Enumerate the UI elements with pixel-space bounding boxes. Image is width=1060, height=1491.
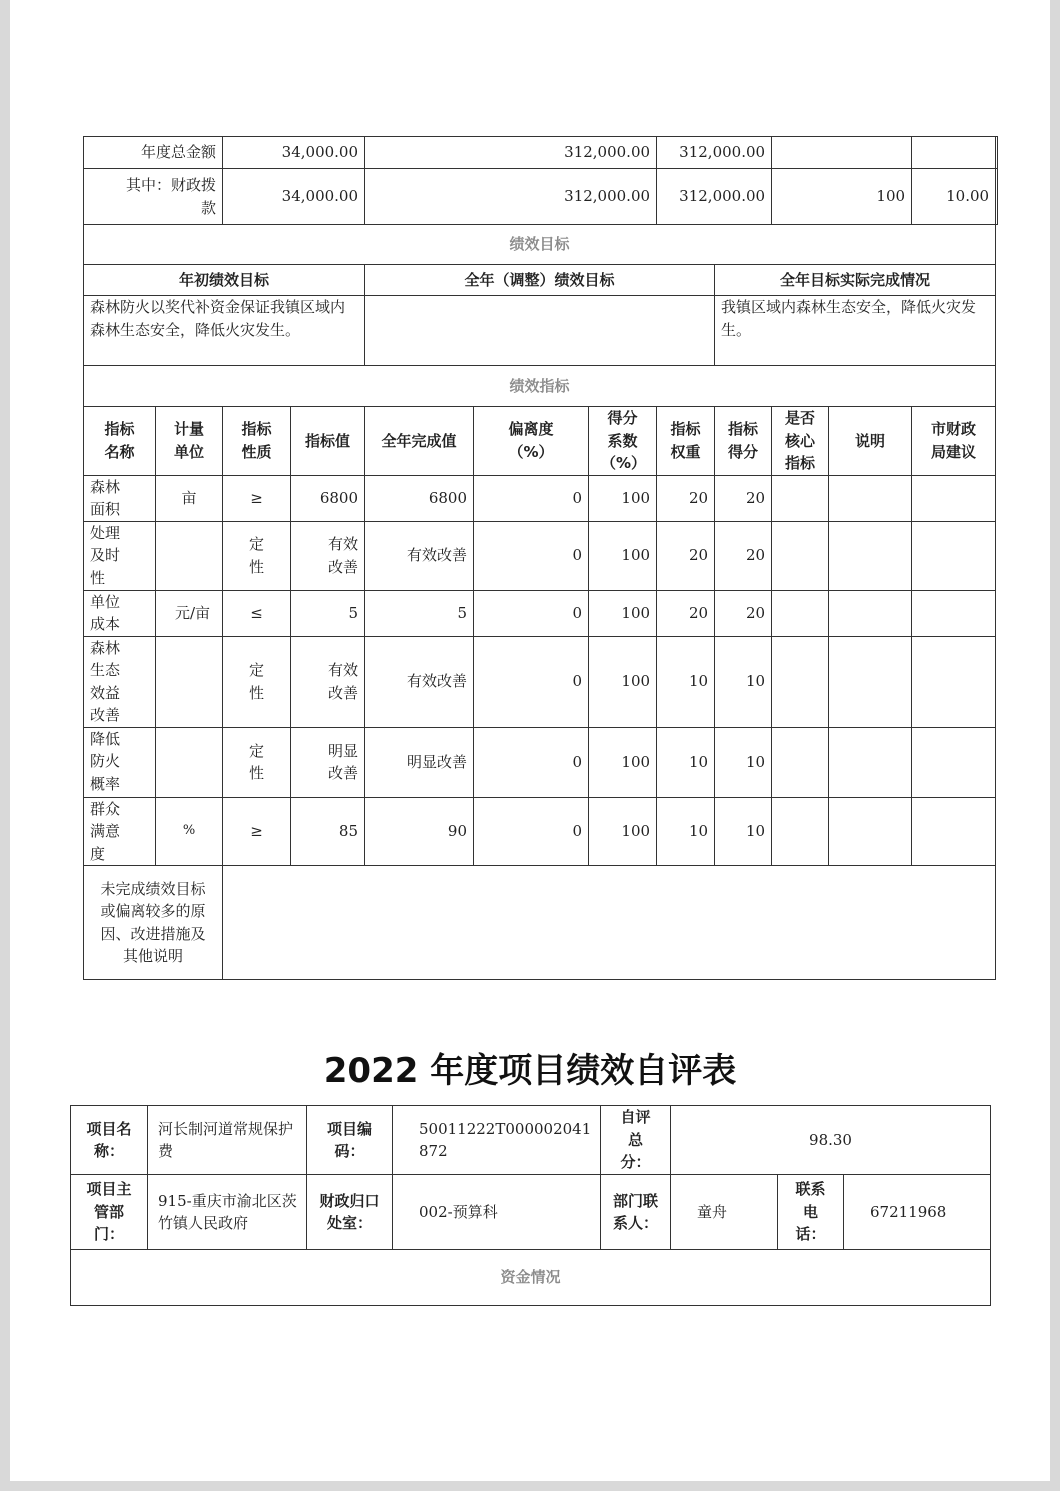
- goals-initial-text: 森林防火以奖代补资金保证我镇区域内森林生态安全，降低火灾发生。: [84, 296, 365, 366]
- funding-value: [996, 169, 998, 225]
- indicator-unit: %: [156, 797, 223, 866]
- indicator-nature: ≥: [223, 797, 291, 866]
- funding-value: 10.00: [912, 169, 996, 225]
- project-name-label: 项目名称：: [71, 1106, 148, 1175]
- indicator-deviation: 0: [474, 636, 589, 727]
- indicator-weight: 10: [657, 727, 715, 797]
- indicator-deviation: 0: [474, 475, 589, 521]
- indicator-name: 单位成本: [84, 590, 156, 636]
- funding-value: [772, 137, 912, 169]
- funding-value: 312,000.00: [657, 169, 772, 225]
- indicator-core: [772, 636, 829, 727]
- self-score-label: 自评总分：: [601, 1106, 671, 1175]
- indicator-advice: [912, 590, 996, 636]
- indicator-name: 降低防火概率: [84, 727, 156, 797]
- indicator-header: 得分系数（%）: [589, 407, 657, 476]
- indicator-deviation: 0: [474, 727, 589, 797]
- indicator-score: 20: [715, 590, 772, 636]
- goals-actual-text: 我镇区域内森林生态安全，降低火灾发生。: [715, 296, 996, 366]
- indicator-name: 群众满意度: [84, 797, 156, 866]
- indicator-actual: 有效改善: [365, 636, 474, 727]
- indicator-note: [829, 727, 912, 797]
- contact: 童舟: [671, 1175, 778, 1250]
- indicator-actual: 6800: [365, 475, 474, 521]
- indicator-note: [829, 636, 912, 727]
- indicator-advice: [912, 727, 996, 797]
- indicator-core: [772, 521, 829, 590]
- phone-label: 联系电话：: [778, 1175, 844, 1250]
- indicators-section-title: 绩效指标: [84, 366, 996, 407]
- indicator-target: 有效改善: [291, 636, 365, 727]
- indicator-target: 5: [291, 590, 365, 636]
- indicator-weight: 20: [657, 590, 715, 636]
- indicator-row: [84, 475, 998, 521]
- indicator-row: [84, 727, 998, 797]
- indicator-actual: 90: [365, 797, 474, 866]
- funding-row-total: [84, 137, 998, 169]
- finance-office: 002-预算科: [393, 1175, 601, 1250]
- indicator-header: 是否核心指标: [772, 407, 829, 476]
- indicator-header: 指标名称: [84, 407, 156, 476]
- indicator-row: [84, 590, 998, 636]
- indicator-advice: [912, 797, 996, 866]
- goals-section-title: 绩效目标: [84, 225, 996, 265]
- contact-label: 部门联系人：: [601, 1175, 671, 1250]
- indicator-deviation: 0: [474, 590, 589, 636]
- indicator-deviation: 0: [474, 521, 589, 590]
- funding-label: 年度总金额: [84, 137, 223, 169]
- funding-label: 其中：财政拨款: [84, 169, 223, 225]
- project-info-table: [70, 1105, 991, 1306]
- indicator-actual: 明显改善: [365, 727, 474, 797]
- goals-header-adjusted: 全年（调整）绩效目标: [365, 265, 715, 296]
- indicator-coef: 100: [589, 797, 657, 866]
- indicator-target: 明显改善: [291, 727, 365, 797]
- indicator-deviation: 0: [474, 797, 589, 866]
- indicator-note: [829, 590, 912, 636]
- reason-label: 未完成绩效目标或偏离较多的原因、改进措施及其他说明: [84, 866, 223, 980]
- indicator-header: 指标权重: [657, 407, 715, 476]
- performance-table: [83, 136, 998, 980]
- indicator-row: [84, 636, 998, 727]
- indicator-name: 处理及时性: [84, 521, 156, 590]
- indicator-note: [829, 475, 912, 521]
- indicator-target: 85: [291, 797, 365, 866]
- funding-value: 312,000.00: [365, 137, 657, 169]
- funding-value: [912, 137, 996, 169]
- funding-value: 100: [772, 169, 912, 225]
- goals-adjusted-text: [365, 296, 715, 366]
- indicator-header: 指标得分: [715, 407, 772, 476]
- indicator-score: 20: [715, 521, 772, 590]
- indicator-header: 说明: [829, 407, 912, 476]
- indicator-weight: 20: [657, 475, 715, 521]
- indicator-nature: ≤: [223, 590, 291, 636]
- indicator-header: 全年完成值: [365, 407, 474, 476]
- indicator-note: [829, 521, 912, 590]
- indicator-name: 森林生态效益改善: [84, 636, 156, 727]
- project-name: 河长制河道常规保护费: [148, 1106, 307, 1175]
- indicator-actual: 有效改善: [365, 521, 474, 590]
- indicator-core: [772, 727, 829, 797]
- dept: 915-重庆市渝北区茨竹镇人民政府: [148, 1175, 307, 1250]
- indicator-unit: 元/亩: [156, 590, 223, 636]
- indicator-weight: 10: [657, 797, 715, 866]
- indicator-score: 10: [715, 636, 772, 727]
- indicator-row: [84, 521, 998, 590]
- finance-office-label: 财政归口处室：: [307, 1175, 393, 1250]
- indicator-weight: 20: [657, 521, 715, 590]
- indicator-header: 计量单位: [156, 407, 223, 476]
- indicator-nature: 定性: [223, 521, 291, 590]
- indicator-coef: 100: [589, 475, 657, 521]
- indicator-core: [772, 475, 829, 521]
- indicator-header: 偏离度（%）: [474, 407, 589, 476]
- indicator-header: 指标性质: [223, 407, 291, 476]
- indicator-note: [829, 797, 912, 866]
- funding-row-fiscal: [84, 169, 998, 225]
- indicator-unit: [156, 636, 223, 727]
- indicator-coef: 100: [589, 590, 657, 636]
- indicator-coef: 100: [589, 727, 657, 797]
- indicator-core: [772, 590, 829, 636]
- indicator-core: [772, 797, 829, 866]
- indicator-score: 20: [715, 475, 772, 521]
- indicator-nature: 定性: [223, 636, 291, 727]
- funding-value: 34,000.00: [223, 169, 365, 225]
- indicator-advice: [912, 636, 996, 727]
- indicator-header: 指标值: [291, 407, 365, 476]
- indicator-coef: 100: [589, 636, 657, 727]
- project-code: 50011222T000002041872: [393, 1106, 601, 1175]
- indicator-target: 有效改善: [291, 521, 365, 590]
- indicator-unit: [156, 521, 223, 590]
- indicator-header: 市财政局建议: [912, 407, 996, 476]
- indicator-score: 10: [715, 797, 772, 866]
- indicator-unit: [156, 727, 223, 797]
- project-code-label: 项目编码：: [307, 1106, 393, 1175]
- phone: 67211968: [844, 1175, 991, 1250]
- goals-header-initial: 年初绩效目标: [84, 265, 365, 296]
- reason-text: [223, 866, 996, 980]
- indicator-unit: 亩: [156, 475, 223, 521]
- indicator-actual: 5: [365, 590, 474, 636]
- self-score: 98.30: [671, 1106, 991, 1175]
- indicator-nature: ≥: [223, 475, 291, 521]
- indicator-weight: 10: [657, 636, 715, 727]
- goals-header-actual: 全年目标实际完成情况: [715, 265, 996, 296]
- indicator-score: 10: [715, 727, 772, 797]
- indicator-name: 森林面积: [84, 475, 156, 521]
- funds-section-title: 资金情况: [71, 1250, 991, 1306]
- indicators-header-row: [84, 407, 998, 476]
- form-title: 2022 年度项目绩效自评表: [323, 1051, 737, 1091]
- indicator-advice: [912, 475, 996, 521]
- indicator-target: 6800: [291, 475, 365, 521]
- indicator-coef: 100: [589, 521, 657, 590]
- funding-value: [996, 137, 998, 169]
- funding-value: 312,000.00: [657, 137, 772, 169]
- indicator-advice: [912, 521, 996, 590]
- funding-value: 312,000.00: [365, 169, 657, 225]
- dept-label: 项目主管部门：: [71, 1175, 148, 1250]
- funding-value: 34,000.00: [223, 137, 365, 169]
- indicator-row: [84, 797, 998, 866]
- indicator-nature: 定性: [223, 727, 291, 797]
